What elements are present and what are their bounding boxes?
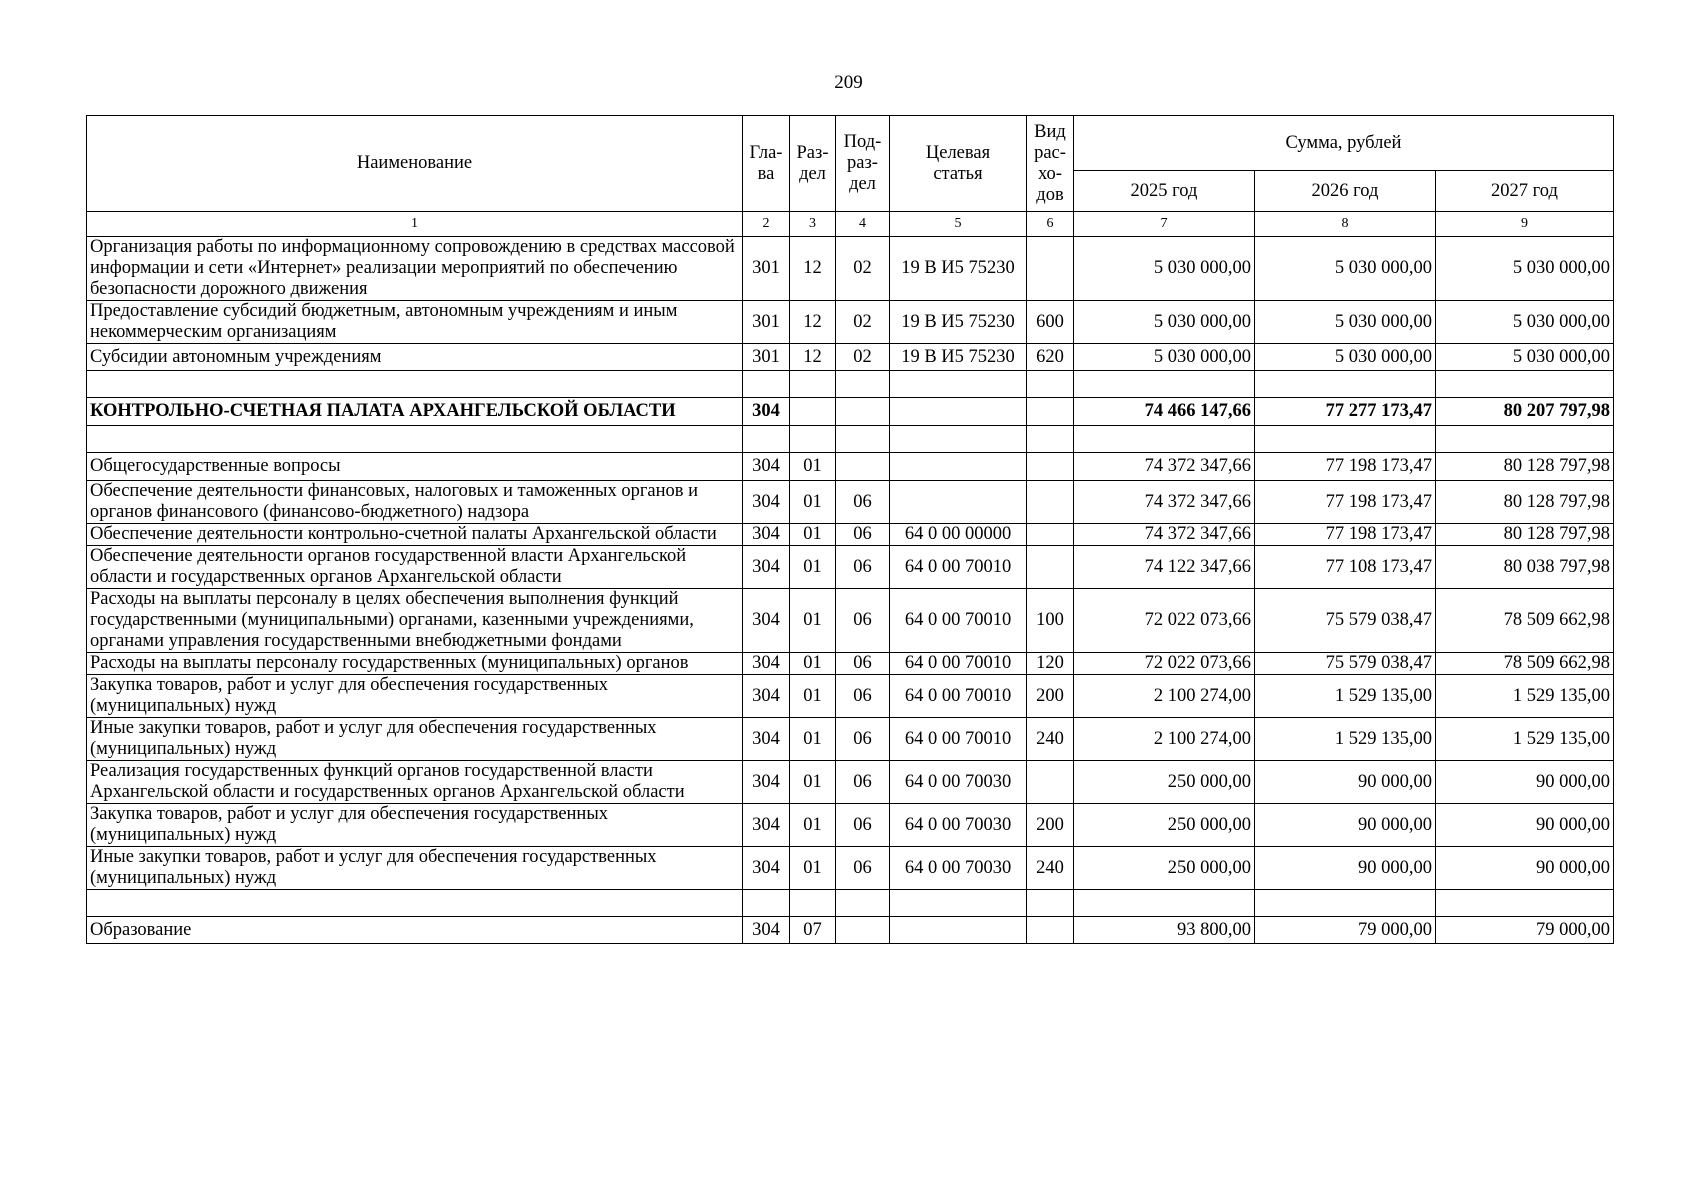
cell-target-article: 19 В И5 75230 [890,237,1027,301]
table-row [87,344,1614,371]
table-body [87,237,1614,944]
cell-sum-2026: 1 529 135,00 [1255,718,1436,761]
cell-section: 01 [790,589,836,653]
cell-sum-2027: 1 529 135,00 [1436,675,1614,718]
column-number: 7 [1074,212,1255,237]
col-header-subsection: Под- раз- дел [836,116,890,212]
cell-subsection: 06 [836,675,890,718]
cell-sum-2027: 90 000,00 [1436,761,1614,804]
column-number-row [87,212,1614,237]
cell-section: 07 [790,917,836,944]
col-header-section: Раз- дел [790,116,836,212]
cell-section: 12 [790,344,836,371]
cell-expense-type: 200 [1027,675,1074,718]
blank-row [87,371,1614,398]
cell-expense-type [1027,917,1074,944]
cell-subsection: 02 [836,344,890,371]
cell-sum-2026: 77 277 173,47 [1255,398,1436,426]
cell-sum-2027: 80 038 797,98 [1436,546,1614,589]
cell-target-article: 64 0 00 70010 [890,653,1027,675]
cell-subsection: 02 [836,237,890,301]
cell-section: 01 [790,847,836,890]
budget-table [86,115,1614,944]
column-number: 9 [1436,212,1614,237]
cell-sum-2027: 78 509 662,98 [1436,589,1614,653]
cell-sum-2025: 93 800,00 [1074,917,1255,944]
cell-target-article: 64 0 00 70030 [890,761,1027,804]
table-row-total [87,398,1614,426]
cell-chapter: 301 [743,344,790,371]
cell-target-article: 64 0 00 70010 [890,546,1027,589]
cell-expense-type: 600 [1027,301,1074,344]
cell-subsection: 06 [836,761,890,804]
cell-expense-type [1027,453,1074,481]
table-row [87,804,1614,847]
cell-section: 01 [790,761,836,804]
cell-name: Закупка товаров, работ и услуг для обеспечения государственных (муниципальных) нужд [87,675,743,718]
cell-section: 01 [790,804,836,847]
cell-target-article: 64 0 00 70030 [890,847,1027,890]
cell-target-article: 64 0 00 70010 [890,589,1027,653]
cell-chapter: 304 [743,847,790,890]
cell-sum-2025: 74 466 147,66 [1074,398,1255,426]
cell-section: 01 [790,718,836,761]
cell-expense-type [1027,761,1074,804]
cell-sum-2027: 80 128 797,98 [1436,524,1614,546]
cell-chapter: 304 [743,546,790,589]
cell-chapter: 304 [743,675,790,718]
cell-name: Закупка товаров, работ и услуг для обеспечения государственных (муниципальных) нужд [87,804,743,847]
cell-expense-type: 200 [1027,804,1074,847]
cell-sum-2026: 90 000,00 [1255,804,1436,847]
col-header-sum: Сумма, рублей [1074,116,1614,171]
cell-sum-2026: 5 030 000,00 [1255,237,1436,301]
cell-name: Образование [87,917,743,944]
cell-section: 01 [790,524,836,546]
cell-sum-2025: 72 022 073,66 [1074,653,1255,675]
cell-sum-2026: 75 579 038,47 [1255,589,1436,653]
cell-target-article: 19 В И5 75230 [890,344,1027,371]
cell-name: Обеспечение деятельности контрольно-счетной палаты Архангельской области [87,524,743,546]
cell-expense-type: 120 [1027,653,1074,675]
cell-sum-2027: 90 000,00 [1436,804,1614,847]
blank-row [87,426,1614,453]
table-row [87,453,1614,481]
cell-sum-2027: 5 030 000,00 [1436,301,1614,344]
table-row [87,481,1614,524]
cell-sum-2026: 5 030 000,00 [1255,344,1436,371]
table-row [87,761,1614,804]
cell-sum-2027: 90 000,00 [1436,847,1614,890]
cell-subsection: 06 [836,481,890,524]
cell-sum-2027: 79 000,00 [1436,917,1614,944]
cell-chapter: 304 [743,718,790,761]
cell-chapter: 301 [743,301,790,344]
cell-section: 01 [790,675,836,718]
table-row [87,718,1614,761]
table-row [87,847,1614,890]
cell-name: Общегосударственные вопросы [87,453,743,481]
cell-subsection: 06 [836,546,890,589]
cell-sum-2027: 80 128 797,98 [1436,481,1614,524]
cell-sum-2027: 1 529 135,00 [1436,718,1614,761]
cell-target-article [890,917,1027,944]
cell-target-article: 64 0 00 70010 [890,675,1027,718]
cell-section: 01 [790,453,836,481]
cell-sum-2027: 5 030 000,00 [1436,237,1614,301]
cell-chapter: 304 [743,917,790,944]
table-row [87,237,1614,301]
cell-section: 01 [790,481,836,524]
cell-sum-2025: 250 000,00 [1074,847,1255,890]
cell-subsection: 06 [836,589,890,653]
cell-name: Обеспечение деятельности органов государственной власти Архангельской области и государственных органов Архангельской области [87,546,743,589]
table-row [87,524,1614,546]
column-number: 4 [836,212,890,237]
cell-sum-2026: 90 000,00 [1255,847,1436,890]
column-number: 6 [1027,212,1074,237]
cell-name: Расходы на выплаты персоналу государственных (муниципальных) органов [87,653,743,675]
page-number: 209 [834,72,863,93]
cell-chapter: 304 [743,761,790,804]
col-header-target-article: Целевая статья [890,116,1027,212]
cell-sum-2025: 250 000,00 [1074,761,1255,804]
cell-sum-2026: 1 529 135,00 [1255,675,1436,718]
cell-target-article: 64 0 00 00000 [890,524,1027,546]
cell-subsection: 06 [836,718,890,761]
cell-sum-2027: 78 509 662,98 [1436,653,1614,675]
cell-subsection [836,453,890,481]
table-row [87,675,1614,718]
cell-sum-2026: 75 579 038,47 [1255,653,1436,675]
cell-name: Предоставление субсидий бюджетным, автономным учреждениям и иным некоммерческим организациям [87,301,743,344]
cell-subsection: 06 [836,653,890,675]
cell-section: 12 [790,301,836,344]
cell-expense-type: 100 [1027,589,1074,653]
cell-sum-2025: 5 030 000,00 [1074,344,1255,371]
cell-expense-type: 240 [1027,847,1074,890]
column-number: 2 [743,212,790,237]
cell-chapter: 304 [743,589,790,653]
cell-sum-2026: 90 000,00 [1255,761,1436,804]
cell-chapter: 301 [743,237,790,301]
cell-expense-type [1027,398,1074,426]
cell-sum-2026: 77 108 173,47 [1255,546,1436,589]
cell-chapter: 304 [743,653,790,675]
cell-name: Обеспечение деятельности финансовых, налоговых и таможенных органов и органов финансового (финансово-бюджетного) надзора [87,481,743,524]
column-number: 5 [890,212,1027,237]
cell-target-article: 19 В И5 75230 [890,301,1027,344]
cell-chapter: 304 [743,398,790,426]
cell-sum-2027: 80 128 797,98 [1436,453,1614,481]
cell-chapter: 304 [743,453,790,481]
cell-target-article [890,481,1027,524]
cell-sum-2025: 74 122 347,66 [1074,546,1255,589]
cell-section: 12 [790,237,836,301]
cell-sum-2025: 5 030 000,00 [1074,237,1255,301]
cell-subsection: 06 [836,804,890,847]
blank-row [87,890,1614,917]
cell-expense-type: 240 [1027,718,1074,761]
col-header-expense-type: Вид рас- хо- дов [1027,116,1074,212]
cell-sum-2026: 79 000,00 [1255,917,1436,944]
cell-name: Иные закупки товаров, работ и услуг для обеспечения государственных (муниципальных) нужд [87,718,743,761]
cell-target-article [890,398,1027,426]
cell-target-article: 64 0 00 70010 [890,718,1027,761]
cell-sum-2027: 5 030 000,00 [1436,344,1614,371]
cell-target-article [890,453,1027,481]
cell-chapter: 304 [743,804,790,847]
cell-sum-2025: 72 022 073,66 [1074,589,1255,653]
col-header-year-2025: 2025 год [1074,171,1255,212]
col-header-name: Наименование [87,116,743,212]
cell-sum-2025: 2 100 274,00 [1074,718,1255,761]
table-row [87,917,1614,944]
cell-sum-2026: 77 198 173,47 [1255,481,1436,524]
cell-expense-type [1027,481,1074,524]
cell-expense-type [1027,524,1074,546]
col-header-chapter: Гла- ва [743,116,790,212]
col-header-year-2027: 2027 год [1436,171,1614,212]
cell-name: Иные закупки товаров, работ и услуг для обеспечения государственных (муниципальных) нужд [87,847,743,890]
cell-sum-2026: 77 198 173,47 [1255,524,1436,546]
cell-sum-2026: 5 030 000,00 [1255,301,1436,344]
cell-sum-2027: 80 207 797,98 [1436,398,1614,426]
cell-subsection [836,398,890,426]
table-header [87,116,1614,237]
table-row [87,301,1614,344]
cell-name: Реализация государственных функций органов государственной власти Архангельской области и государственных органов Архангельской области [87,761,743,804]
cell-subsection: 06 [836,847,890,890]
cell-section [790,398,836,426]
cell-name: Субсидии автономным учреждениям [87,344,743,371]
cell-name: Расходы на выплаты персоналу в целях обеспечения выполнения функций государственными (муниципальными) органами, казенными учреждениями, органами управления государственными внебюджетными фондами [87,589,743,653]
table-row [87,589,1614,653]
cell-sum-2025: 74 372 347,66 [1074,453,1255,481]
cell-sum-2025: 74 372 347,66 [1074,524,1255,546]
cell-section: 01 [790,546,836,589]
cell-sum-2025: 2 100 274,00 [1074,675,1255,718]
col-header-year-2026: 2026 год [1255,171,1436,212]
cell-expense-type [1027,546,1074,589]
table-row [87,653,1614,675]
table-row [87,546,1614,589]
column-number: 8 [1255,212,1436,237]
cell-sum-2025: 74 372 347,66 [1074,481,1255,524]
column-number: 1 [87,212,743,237]
cell-sum-2025: 250 000,00 [1074,804,1255,847]
cell-expense-type [1027,237,1074,301]
cell-sum-2026: 77 198 173,47 [1255,453,1436,481]
column-number: 3 [790,212,836,237]
cell-name: Организация работы по информационному сопровождению в средствах массовой информации и сети «Интернет» реализации мероприятий по обеспечению безопасности дорожного движения [87,237,743,301]
cell-name: КОНТРОЛЬНО-СЧЕТНАЯ ПАЛАТА АРХАНГЕЛЬСКОЙ ОБЛАСТИ [87,398,743,426]
cell-section: 01 [790,653,836,675]
cell-expense-type: 620 [1027,344,1074,371]
cell-chapter: 304 [743,524,790,546]
cell-sum-2025: 5 030 000,00 [1074,301,1255,344]
cell-chapter: 304 [743,481,790,524]
cell-target-article: 64 0 00 70030 [890,804,1027,847]
cell-subsection [836,917,890,944]
cell-subsection: 06 [836,524,890,546]
cell-subsection: 02 [836,301,890,344]
